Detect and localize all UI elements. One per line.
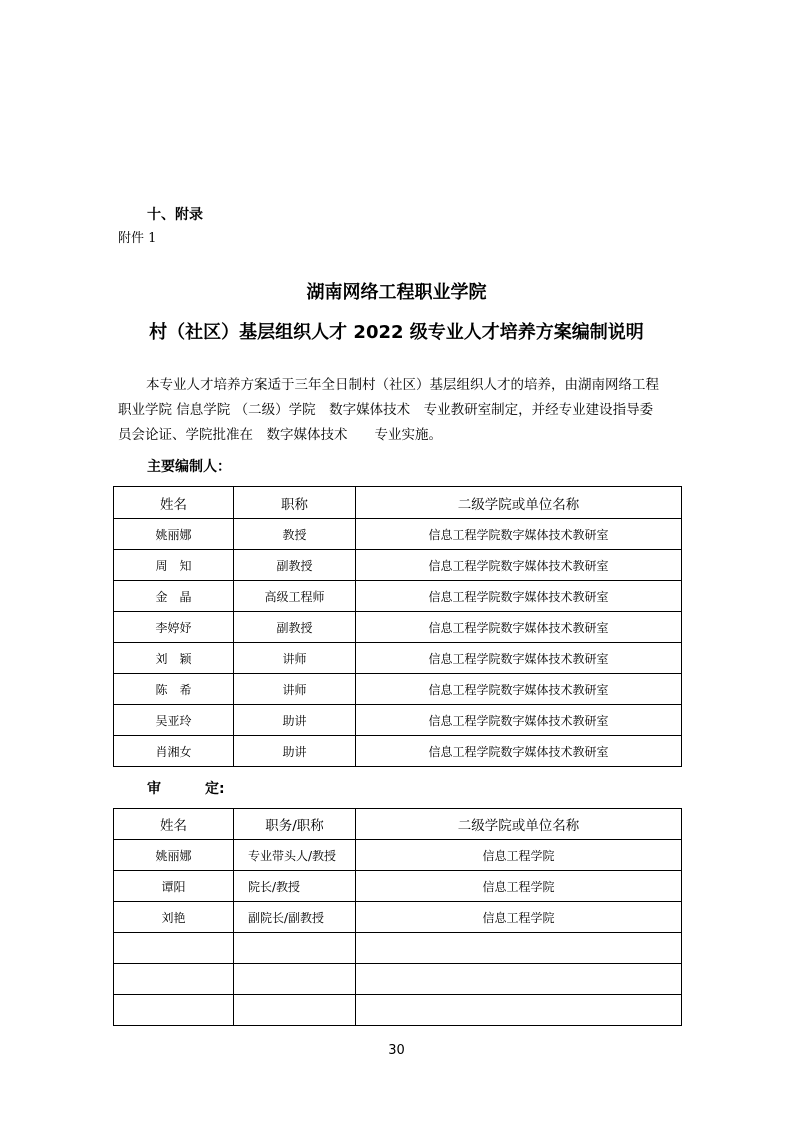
editor-name: 刘 颖 (114, 643, 234, 674)
editor-title: 高级工程师 (234, 581, 356, 612)
review-table (113, 808, 682, 1026)
document-title-institution: 湖南网络工程职业学院 (306, 282, 487, 303)
editor-title: 助讲 (234, 705, 356, 736)
editor-name: 周 知 (114, 550, 234, 581)
reviewer-unit: 信息工程学院 (356, 871, 682, 902)
editor-name: 吴亚玲 (114, 705, 234, 736)
reviewer-title: 院长/教授 (234, 871, 356, 902)
reviewer-name (114, 964, 234, 995)
attachment-label: 附件 1 (118, 231, 157, 246)
editor-name: 陈 希 (114, 674, 234, 705)
table-row (114, 643, 682, 674)
table-row-empty (114, 933, 682, 964)
reviewer-unit (356, 933, 682, 964)
table-row (114, 581, 682, 612)
document-title-plan: 村（社区）基层组织人才 2022 级专业人才培养方案编制说明 (149, 322, 644, 343)
intro-paragraph-line: 本专业人才培养方案适于三年全日制村（社区）基层组织人才的培养，由湖南网络工程 (146, 377, 659, 393)
reviewer-title (234, 995, 356, 1026)
reviewer-unit (356, 964, 682, 995)
editor-name: 金 晶 (114, 581, 234, 612)
reviewer-title (234, 933, 356, 964)
table-row (114, 902, 682, 933)
table-row (114, 612, 682, 643)
table-row (114, 705, 682, 736)
table-row (114, 519, 682, 550)
table-row (114, 736, 682, 767)
reviewer-name (114, 933, 234, 964)
editor-name: 姚丽娜 (114, 519, 234, 550)
table-row-empty (114, 964, 682, 995)
table-row (114, 550, 682, 581)
table-row (114, 840, 682, 871)
table-row (114, 674, 682, 705)
editor-unit: 信息工程学院数字媒体技术教研室 (356, 705, 682, 736)
editor-title: 副教授 (234, 550, 356, 581)
reviewer-title: 副院长/副教授 (234, 902, 356, 933)
column-header-unit: 二级学院或单位名称 (356, 487, 682, 519)
editors-heading: 主要编制人： (147, 459, 231, 475)
editor-title: 助讲 (234, 736, 356, 767)
reviewer-name: 姚丽娜 (114, 840, 234, 871)
editor-name: 李婷妤 (114, 612, 234, 643)
reviewer-title: 专业带头人/教授 (234, 840, 356, 871)
intro-paragraph-line: 职业学院 信息学院 （二级）学院 数字媒体技术 专业教研室制定，并经专业建设指导委 (118, 402, 654, 418)
review-heading (147, 778, 225, 798)
reviewer-unit: 信息工程学院 (356, 840, 682, 871)
editors-table (113, 486, 682, 767)
review-heading-part: 定: (205, 781, 225, 797)
editor-unit: 信息工程学院数字媒体技术教研室 (356, 581, 682, 612)
column-header-name: 姓名 (114, 487, 234, 519)
reviewer-name: 谭阳 (114, 871, 234, 902)
table-header-row (114, 809, 682, 840)
editor-unit: 信息工程学院数字媒体技术教研室 (356, 519, 682, 550)
reviewer-unit: 信息工程学院 (356, 902, 682, 933)
intro-paragraph-line: 员会论证、学院批准在 数字媒体技术 专业实施。 (118, 427, 442, 443)
editor-unit: 信息工程学院数字媒体技术教研室 (356, 736, 682, 767)
column-header-title: 职务/职称 (234, 809, 356, 840)
editor-title: 讲师 (234, 674, 356, 705)
reviewer-name (114, 995, 234, 1026)
column-header-name: 姓名 (114, 809, 234, 840)
editor-unit: 信息工程学院数字媒体技术教研室 (356, 550, 682, 581)
section-heading: 十、附录 (147, 207, 203, 223)
column-header-title: 职称 (234, 487, 356, 519)
review-heading-part: 审 (147, 781, 161, 797)
reviewer-unit (356, 995, 682, 1026)
editor-title: 教授 (234, 519, 356, 550)
column-header-unit: 二级学院或单位名称 (356, 809, 682, 840)
table-row (114, 871, 682, 902)
editor-unit: 信息工程学院数字媒体技术教研室 (356, 612, 682, 643)
table-row-empty (114, 995, 682, 1026)
editor-unit: 信息工程学院数字媒体技术教研室 (356, 674, 682, 705)
reviewer-name: 刘艳 (114, 902, 234, 933)
editor-unit: 信息工程学院数字媒体技术教研室 (356, 643, 682, 674)
editor-title: 讲师 (234, 643, 356, 674)
editor-name: 肖湘女 (114, 736, 234, 767)
editor-title: 副教授 (234, 612, 356, 643)
table-header-row (114, 487, 682, 519)
reviewer-title (234, 964, 356, 995)
page-number: 30 (388, 1043, 405, 1058)
